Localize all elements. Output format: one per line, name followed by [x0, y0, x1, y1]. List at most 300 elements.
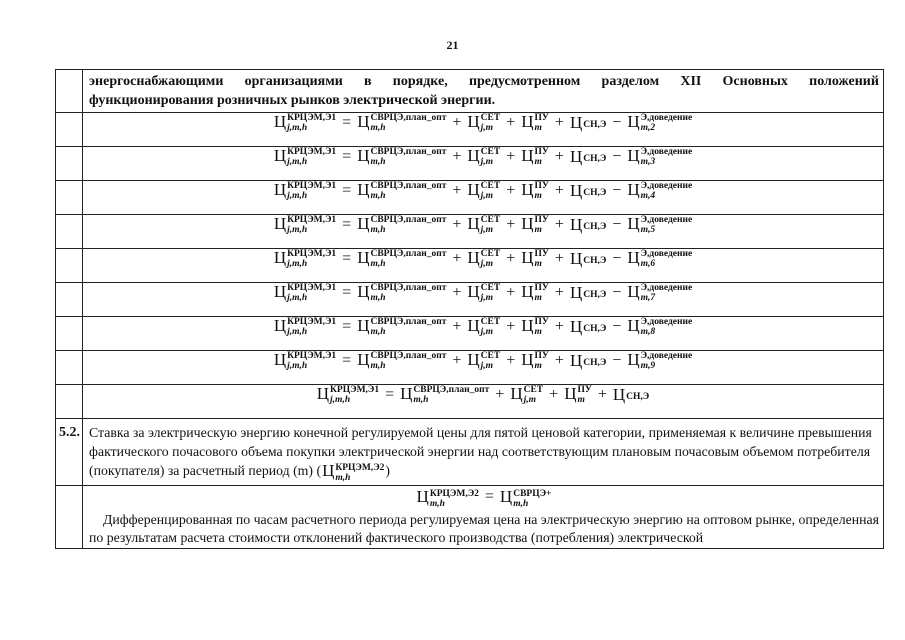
formula-base-letter: Ц: [569, 283, 583, 303]
formula-superscript: СВРЦЭ,план_опт: [413, 385, 490, 396]
formula-subscript: m,h: [370, 361, 386, 372]
formula-operator-plus: +: [506, 283, 516, 301]
formula-superscript: СЕТ: [480, 249, 501, 260]
formula-base-letter: Ц: [467, 350, 480, 369]
formula-base-letter: Ц: [627, 316, 640, 335]
formula-subscript: m: [534, 327, 542, 338]
formula-superscript: СЕТ: [480, 317, 501, 328]
formula-scripts: [626, 392, 649, 402]
formula-base-letter: Ц: [316, 384, 330, 403]
number-cell: [56, 385, 83, 419]
formula-operator-plus: +: [506, 181, 516, 199]
formula-term: [521, 181, 549, 201]
formula-cell: [83, 317, 884, 351]
formula-superscript: КРЦЭМ,Э1: [287, 249, 337, 260]
formula-superscript: Э,доведение: [640, 317, 693, 328]
formula-term: [467, 147, 500, 167]
intro-line-1: [89, 73, 879, 92]
formula-row: [56, 113, 884, 147]
formula-scripts: [535, 215, 549, 235]
formula-subscript: m: [534, 293, 542, 304]
number-cell: [56, 181, 83, 215]
formula-term: [274, 181, 336, 201]
formula-row: [56, 317, 884, 351]
formula-superscript: КРЦЭМ,Э1: [287, 147, 337, 158]
formula-term: [467, 249, 500, 269]
formula-term: [564, 385, 592, 405]
formula-subscript: j,m: [480, 361, 494, 372]
formula-base-letter: Ц: [357, 248, 370, 267]
formula-base-letter: Ц: [627, 214, 640, 233]
formula-subscript: m,h: [513, 498, 529, 509]
formula-base-letter: Ц: [273, 214, 287, 233]
intro-row: [56, 70, 884, 113]
formula-term: [357, 351, 446, 371]
formula-operator-eq: =: [342, 283, 352, 301]
formula-scripts: [430, 489, 479, 509]
formula-base-letter: Ц: [510, 384, 523, 403]
formula-superscript: СЕТ: [480, 351, 501, 362]
formula-scripts: [481, 113, 501, 133]
formula-subscript: j,m: [480, 327, 494, 338]
formula-scripts: [641, 249, 693, 269]
formula-term: [521, 351, 549, 371]
formula-scripts: [287, 181, 336, 201]
formula-operator-eq: =: [342, 181, 352, 199]
formula-cell: [83, 181, 884, 215]
formula-subscript: m,h: [370, 327, 386, 338]
formula-operator-plus: +: [597, 385, 607, 403]
price-formula: [273, 215, 693, 235]
formula-base-letter: Ц: [357, 180, 370, 199]
formula-operator-plus: +: [554, 215, 564, 233]
formula-term: [570, 318, 606, 336]
formula-term: [467, 215, 500, 235]
formula-base-letter: Ц: [273, 282, 287, 301]
formula-operator-minus: −: [612, 351, 622, 369]
formula-base-letter: Ц: [467, 214, 480, 233]
formula-subscript: m,h: [370, 191, 386, 202]
intro-word: порядке,: [392, 74, 448, 89]
number-cell: [56, 113, 83, 147]
formula-subscript: m: [534, 361, 542, 372]
formula-superscript: ПУ: [534, 351, 549, 362]
formula-term: [570, 216, 606, 234]
formula-base-letter: Ц: [564, 384, 577, 403]
number-cell: [56, 351, 83, 385]
formula-base-letter: Ц: [569, 113, 583, 133]
section-formula: [89, 488, 879, 509]
formula-base-letter: Ц: [467, 112, 480, 131]
formula-scripts: [370, 249, 446, 269]
formula-subscript: m: [534, 225, 542, 236]
formula-subscript: m,h: [429, 498, 445, 509]
formula-scripts: [481, 215, 501, 235]
formula-base-letter: Ц: [521, 316, 534, 335]
formula-cell: [83, 113, 884, 147]
intro-word: разделом: [601, 74, 660, 89]
formula-superscript: СН,Э: [583, 323, 607, 334]
formula-base-letter: Ц: [627, 282, 640, 301]
formula-base-letter: Ц: [627, 146, 640, 165]
formula-base-letter: Ц: [569, 181, 583, 201]
formula-superscript: СЕТ: [523, 385, 544, 396]
formula-superscript: КРЦЭМ,Э1: [287, 351, 337, 362]
price-formula: [273, 113, 693, 133]
formula-subscript: m,5: [640, 225, 656, 236]
number-cell: [56, 283, 83, 317]
formula-subscript: m,8: [640, 327, 656, 338]
formula-scripts: [287, 113, 336, 133]
formula-term: [357, 249, 446, 269]
formula-scripts: [583, 358, 606, 368]
formula-subscript: j,m,h: [287, 157, 308, 168]
intro-word: Основных: [722, 74, 788, 89]
formula-superscript: Э,доведение: [640, 283, 693, 294]
formula-superscript: ПУ: [577, 385, 592, 396]
formula-subscript: m,h: [370, 123, 386, 134]
section-row: [56, 419, 884, 486]
formula-operator-plus: +: [452, 317, 462, 335]
formula-superscript: СН,Э: [583, 119, 607, 130]
formula-term: [570, 148, 606, 166]
formula-operator-plus: +: [554, 181, 564, 199]
formula-term: [627, 249, 692, 269]
number-cell: [56, 317, 83, 351]
formula-subscript: m,4: [640, 191, 656, 202]
formula-scripts: [535, 351, 549, 371]
formula-operator-plus: +: [549, 385, 559, 403]
formula-scripts: [287, 215, 336, 235]
formula-superscript: КРЦЭМ,Э2: [429, 488, 479, 499]
formula-subscript: m,h: [413, 395, 429, 406]
formula-base-letter: Ц: [569, 317, 583, 337]
formula-subscript: j,m,h: [287, 123, 308, 134]
price-formula: [273, 181, 693, 201]
formula-scripts: [370, 351, 446, 371]
formula-row: [56, 385, 884, 419]
number-cell: [56, 485, 83, 548]
formula-scripts: [583, 154, 606, 164]
formula-subscript: m: [577, 395, 585, 406]
formula-base-letter: Ц: [521, 180, 534, 199]
formula-scripts: [287, 249, 336, 269]
formula-superscript: Э,доведение: [640, 181, 693, 192]
formula-operator-plus: +: [506, 113, 516, 131]
formula-superscript: КРЦЭМ,Э1: [287, 317, 337, 328]
formula-operator-eq: =: [342, 113, 352, 131]
formula-base-letter: Ц: [467, 316, 480, 335]
formula-scripts: [481, 283, 501, 303]
formula-superscript: ПУ: [534, 181, 549, 192]
formula-operator-plus: +: [452, 215, 462, 233]
formula-term: [274, 113, 336, 133]
formula-base-letter: Ц: [467, 282, 480, 301]
formula-superscript: КРЦЭМ,Э2: [335, 462, 385, 473]
formula-scripts: [524, 385, 544, 405]
formula-scripts: [287, 317, 336, 337]
formula-base-letter: Ц: [569, 249, 583, 269]
formula-operator-plus: +: [452, 181, 462, 199]
formula-subscript: m,h: [370, 225, 386, 236]
formula-scripts: [413, 385, 489, 405]
formula-subscript: m,h: [335, 472, 351, 483]
formula-row: [56, 351, 884, 385]
formula-term: [274, 351, 336, 371]
formula-cell: [83, 351, 884, 385]
formula-base-letter: Ц: [357, 282, 370, 301]
formula-scripts: [535, 113, 549, 133]
formula-subscript: m,h: [370, 157, 386, 168]
formula-base-letter: Ц: [467, 248, 480, 267]
formula-superscript: СЕТ: [480, 181, 501, 192]
formula-subscript: j,m: [480, 157, 494, 168]
formula-term: [627, 147, 692, 167]
section-text-body: Ставка за электрическую энергию конечной регулируемой цены для пятой ценовой категории, применяемая к величине превышения фактического почасового объема покупки электрической энергии над соответствующим плановым почасовым объемом потребителя (покупателя) за расчетный период (m) (: [89, 425, 872, 479]
intro-word: предусмотренном: [468, 74, 581, 89]
intro-word: организациями: [244, 74, 343, 89]
formula-term: [521, 215, 549, 235]
formula-superscript: ПУ: [534, 317, 549, 328]
formula-subscript: j,m: [480, 191, 494, 202]
formula-base-letter: Ц: [416, 486, 429, 506]
formula-term: [570, 250, 606, 268]
formula-subscript: j,m: [480, 259, 494, 270]
formula-scripts: [370, 147, 446, 167]
formula-base-letter: Ц: [627, 350, 640, 369]
formula-operator-minus: −: [612, 249, 622, 267]
formula-base-letter: Ц: [521, 146, 534, 165]
formula-scripts: [583, 256, 606, 266]
formula-row: [56, 215, 884, 249]
intro-word: в: [364, 74, 372, 89]
intro-text: [83, 70, 884, 113]
formula-superscript: КРЦЭМ,Э1: [287, 215, 337, 226]
formula-term: [467, 181, 500, 201]
formula-subscript: m: [534, 259, 542, 270]
formula-operator-minus: −: [612, 113, 622, 131]
formula-term: [357, 181, 446, 201]
formula-superscript: СЕТ: [480, 113, 501, 124]
formula-base-letter: Ц: [273, 146, 287, 165]
formula-superscript: Э,доведение: [640, 249, 693, 260]
intro-word: положений: [809, 74, 879, 89]
section-number: 5.2.: [56, 419, 83, 486]
formula-scripts: [370, 283, 446, 303]
formula-term: [521, 249, 549, 269]
formula-superscript: Э,доведение: [640, 113, 693, 124]
formula-term: [274, 147, 336, 167]
number-cell: [56, 70, 83, 113]
formula-term: [521, 147, 549, 167]
formula-base-letter: Ц: [273, 350, 287, 369]
formula-base-letter: Ц: [467, 146, 480, 165]
formula-scripts: [287, 147, 336, 167]
formula-scripts: [641, 147, 693, 167]
formula-base-letter: Ц: [357, 146, 370, 165]
formula-superscript: КРЦЭМ,Э1: [287, 113, 337, 124]
formula-superscript: СН,Э: [583, 221, 607, 232]
formula-subscript: m,9: [640, 361, 656, 372]
formula-row: [56, 283, 884, 317]
formula-base-letter: Ц: [612, 385, 626, 405]
formula-scripts: [641, 351, 693, 371]
formula-superscript: СН,Э: [583, 153, 607, 164]
formula-base-letter: Ц: [467, 180, 480, 199]
formula-superscript: СЕТ: [480, 215, 501, 226]
formula-scripts: [583, 222, 606, 232]
formula-subscript: j,m: [480, 123, 494, 134]
formula-subscript: j,m,h: [287, 327, 308, 338]
formula-cell: [83, 215, 884, 249]
intro-word: XII: [680, 74, 702, 89]
formula-operator-eq: =: [342, 317, 352, 335]
formula-superscript: СВРЦЭ,план_опт: [370, 283, 447, 294]
formula-superscript: КРЦЭМ,Э1: [330, 385, 380, 396]
formula-operator-minus: −: [612, 283, 622, 301]
formula-term: [417, 488, 479, 509]
formula-subscript: j,m: [480, 225, 494, 236]
formula-subscript: j,m: [480, 293, 494, 304]
formula-superscript: СЕТ: [480, 283, 501, 294]
formula-superscript: СВРЦЭ,план_опт: [370, 249, 447, 260]
formula-scripts: [513, 489, 551, 509]
formula-term: [357, 283, 446, 303]
formula-operator-plus: +: [506, 215, 516, 233]
formula-scripts: [535, 147, 549, 167]
formula-base-letter: Ц: [569, 351, 583, 371]
price-formula: [273, 147, 693, 167]
formula-term: [570, 182, 606, 200]
formula-superscript: КРЦЭМ,Э1: [287, 283, 337, 294]
formula-operator-eq: =: [342, 215, 352, 233]
formula-operator-plus: +: [506, 249, 516, 267]
formula-subscript: m: [534, 123, 542, 134]
formula-operator-plus: +: [554, 147, 564, 165]
formula-operator-plus: +: [554, 351, 564, 369]
formula-term: [274, 317, 336, 337]
formula-scripts: [535, 249, 549, 269]
formula-base-letter: Ц: [273, 180, 287, 199]
formula-base-letter: Ц: [400, 384, 413, 403]
formula-term: [317, 385, 379, 405]
formula-term: [570, 352, 606, 370]
formula-operator-plus: +: [506, 317, 516, 335]
formula-scripts: [641, 283, 693, 303]
formula-term: [274, 249, 336, 269]
formula-subscript: j,m,h: [287, 225, 308, 236]
intro-line-2: функционирования розничных рынков электрической энергии.: [89, 92, 496, 108]
formula-scripts: [577, 385, 591, 405]
formula-subscript: m,3: [640, 157, 656, 168]
formula-scripts: [481, 351, 501, 371]
formula-base-letter: Ц: [627, 180, 640, 199]
section-description: Дифференцированная по часам расчетного периода регулируемая цена на электрическую энергию на оптовом рынке, определенная по результатам расчета стоимости отклонений фактического производства (потребления) электрической: [89, 511, 879, 546]
formula-operator-minus: −: [612, 147, 622, 165]
formula-term: [627, 351, 692, 371]
formula-term: [400, 385, 489, 405]
formula-subscript: j,m,h: [287, 293, 308, 304]
definition-row: [56, 485, 884, 548]
formula-term: [500, 488, 552, 509]
formula-scripts: [481, 147, 501, 167]
formula-superscript: ПУ: [534, 215, 549, 226]
formula-superscript: СВРЦЭ,план_опт: [370, 351, 447, 362]
formula-base-letter: Ц: [357, 214, 370, 233]
formula-scripts: [583, 324, 606, 334]
formula-base-letter: Ц: [627, 112, 640, 131]
formula-operator-plus: +: [495, 385, 505, 403]
formula-scripts: [370, 317, 446, 337]
formula-base-letter: Ц: [521, 350, 534, 369]
formula-scripts: [481, 181, 501, 201]
formula-subscript: m,6: [640, 259, 656, 270]
formula-operator-plus: +: [506, 351, 516, 369]
formula-operator-minus: −: [612, 215, 622, 233]
formula-base-letter: Ц: [627, 248, 640, 267]
formula-subscript: j,m,h: [287, 361, 308, 372]
formula-base-letter: Ц: [357, 350, 370, 369]
formula-base-letter: Ц: [569, 215, 583, 235]
formula-superscript: ПУ: [534, 249, 549, 260]
formula-operator-eq: =: [342, 249, 352, 267]
formula-subscript: j,m: [523, 395, 537, 406]
formula-operator-eq: =: [342, 147, 352, 165]
formula-cell: [83, 147, 884, 181]
formula-superscript: Э,доведение: [640, 215, 693, 226]
formula-superscript: ПУ: [534, 283, 549, 294]
formula-cell: [83, 249, 884, 283]
formula-scripts: [583, 120, 606, 130]
formula-superscript: СЕТ: [480, 147, 501, 158]
formula-term: [521, 113, 549, 133]
tariff-table: [55, 69, 884, 549]
formula-scripts: [641, 317, 693, 337]
formula-term: [467, 113, 500, 133]
formula-base-letter: Ц: [273, 112, 287, 131]
formula-superscript: СН,Э: [626, 391, 650, 402]
formula-row: [56, 249, 884, 283]
formula-superscript: КРЦЭМ,Э1: [287, 181, 337, 192]
formula-superscript: СВРЦЭ,план_опт: [370, 215, 447, 226]
formula-subscript: m: [534, 191, 542, 202]
formula-superscript: СН,Э: [583, 255, 607, 266]
price-formula: [316, 385, 650, 405]
formula-base-letter: Ц: [357, 112, 370, 131]
formula-term: [627, 283, 692, 303]
formula-term: [357, 215, 446, 235]
formula-scripts: [641, 113, 693, 133]
formula-term: [467, 317, 500, 337]
formula-base-letter: Ц: [569, 147, 583, 167]
formula-subscript: j,m,h: [287, 191, 308, 202]
formula-superscript: СВРЦЭ,план_опт: [370, 113, 447, 124]
formula-term: [357, 317, 446, 337]
formula-term: [627, 181, 692, 201]
tariff-table-body: [56, 70, 884, 549]
formula-base-letter: Ц: [521, 248, 534, 267]
formula-term: [570, 114, 606, 132]
formula-base-letter: Ц: [521, 112, 534, 131]
formula-superscript: СН,Э: [583, 187, 607, 198]
formula-term: [274, 215, 336, 235]
formula-scripts: [535, 181, 549, 201]
formula-scripts: [481, 249, 501, 269]
price-formula: [273, 317, 693, 337]
formula-superscript: Э,доведение: [640, 147, 693, 158]
section-text-end: ): [385, 463, 391, 479]
formula-scripts: [583, 188, 606, 198]
